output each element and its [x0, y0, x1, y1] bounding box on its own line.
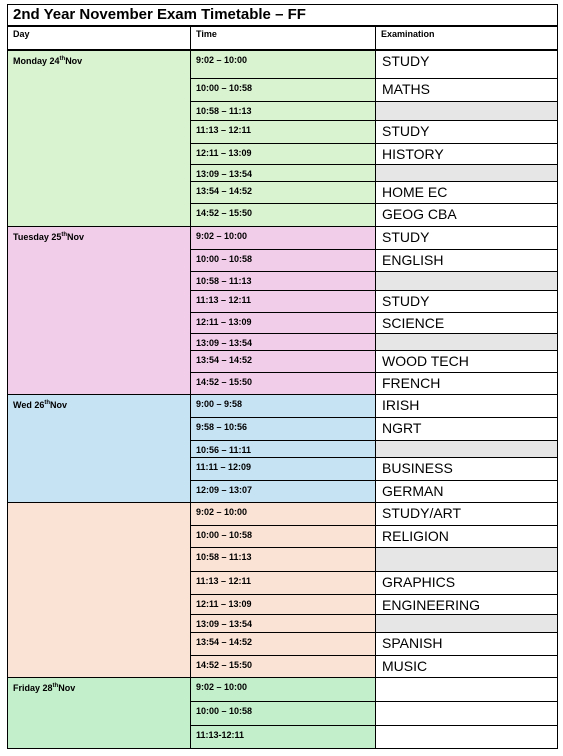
time-label: 10:56 – 11:11 — [196, 445, 252, 455]
day-suffix: th — [61, 232, 68, 238]
exam-cell — [375, 457, 558, 481]
time-cell — [190, 312, 376, 334]
time-cell — [190, 394, 376, 418]
header-time: Time — [190, 26, 376, 50]
exam-label: STUDY/ART — [382, 505, 462, 521]
time-cell — [190, 226, 376, 250]
time-label: 9:00 – 9:58 — [196, 399, 243, 409]
exam-label: STUDY — [382, 229, 430, 245]
exam-label: GERMAN — [382, 483, 444, 499]
exam-label: WOOD TECH — [382, 353, 469, 369]
exam-cell — [375, 50, 558, 79]
time-cell — [190, 614, 376, 633]
day-month: Nov — [58, 683, 76, 693]
exam-cell — [375, 525, 558, 548]
time-cell — [190, 725, 376, 749]
time-label: 14:52 – 15:50 — [196, 377, 253, 387]
day-suffix: th — [44, 400, 51, 406]
time-cell — [190, 677, 376, 702]
time-cell — [190, 594, 376, 615]
exam-cell — [375, 203, 558, 227]
exam-label: GRAPHICS — [382, 574, 456, 590]
day-name: Friday 28 — [13, 683, 53, 693]
time-cell — [190, 271, 376, 291]
exam-label: RELIGION — [382, 528, 449, 544]
exam-label: SPANISH — [382, 635, 443, 651]
exam-cell — [375, 440, 558, 458]
exam-label: HISTORY — [382, 146, 444, 162]
time-label: 10:00 – 10:58 — [196, 530, 253, 540]
exam-cell — [375, 571, 558, 595]
time-cell — [190, 502, 376, 526]
day-suffix: th — [59, 56, 66, 62]
exam-cell — [375, 614, 558, 633]
time-cell — [190, 417, 376, 441]
exam-cell — [375, 249, 558, 272]
time-cell — [190, 457, 376, 481]
header-day: Day — [7, 26, 191, 50]
exam-label: HOME EC — [382, 184, 448, 200]
day-suffix: th — [52, 683, 59, 689]
time-cell — [190, 181, 376, 204]
time-label: 14:52 – 15:50 — [196, 660, 253, 670]
time-label: 11:13 – 12:11 — [196, 576, 252, 586]
time-cell — [190, 249, 376, 272]
exam-cell — [375, 632, 558, 656]
exam-cell — [375, 312, 558, 334]
time-label: 11:11 – 12:09 — [196, 462, 252, 472]
exam-label: NGRT — [382, 420, 422, 436]
timetable-title: 2nd Year November Exam Timetable – FF — [7, 4, 558, 26]
time-label: 9:02 – 10:00 — [196, 231, 248, 241]
exam-cell — [375, 271, 558, 291]
exam-cell — [375, 101, 558, 121]
exam-cell — [375, 701, 558, 726]
exam-label: SCIENCE — [382, 315, 445, 331]
time-cell — [190, 78, 376, 102]
time-cell — [190, 525, 376, 548]
time-cell — [190, 547, 376, 572]
time-cell — [190, 143, 376, 165]
exam-label: MATHS — [382, 81, 430, 97]
exam-cell — [375, 372, 558, 395]
time-cell — [190, 480, 376, 503]
time-label: 10:00 – 10:58 — [196, 706, 253, 716]
exam-cell — [375, 226, 558, 250]
exam-label: STUDY — [382, 293, 430, 309]
exam-cell — [375, 480, 558, 503]
time-cell — [190, 655, 376, 678]
exam-label: STUDY — [382, 123, 430, 139]
time-label: 12:11 – 13:09 — [196, 599, 252, 609]
day-name: Wed 26 — [13, 400, 45, 410]
time-cell — [190, 101, 376, 121]
exam-label: MUSIC — [382, 658, 428, 674]
exam-cell — [375, 394, 558, 418]
exam-cell — [375, 725, 558, 749]
time-cell — [190, 350, 376, 373]
time-label: 13:09 – 13:54 — [196, 338, 253, 348]
time-label: 14:52 – 15:50 — [196, 208, 253, 218]
exam-label: ENGLISH — [382, 252, 444, 268]
time-cell — [190, 164, 376, 182]
time-label: 13:09 – 13:54 — [196, 169, 253, 179]
time-label: 13:54 – 14:52 — [196, 355, 253, 365]
exam-label: BUSINESS — [382, 460, 453, 476]
exam-cell — [375, 290, 558, 313]
exam-label: ENGINEERING — [382, 597, 481, 613]
day-cell — [7, 677, 191, 749]
time-label: 13:09 – 13:54 — [196, 619, 253, 629]
day-month: Nov — [50, 400, 68, 410]
exam-cell — [375, 677, 558, 702]
exam-label: GEOG CBA — [382, 206, 457, 222]
exam-cell — [375, 164, 558, 182]
exam-cell — [375, 143, 558, 165]
time-label: 11:13 – 12:11 — [196, 125, 252, 135]
time-label: 10:00 – 10:58 — [196, 83, 253, 93]
time-cell — [190, 203, 376, 227]
time-cell — [190, 50, 376, 79]
day-month: Nov — [65, 56, 83, 66]
time-label: 9:02 – 10:00 — [196, 507, 248, 517]
time-label: 11:13 – 12:11 — [196, 295, 252, 305]
exam-cell — [375, 333, 558, 351]
time-label: 10:58 – 11:13 — [196, 106, 252, 116]
time-label: 10:58 – 11:13 — [196, 276, 252, 286]
time-label: 13:54 – 14:52 — [196, 637, 253, 647]
exam-cell — [375, 350, 558, 373]
time-label: 9:58 – 10:56 — [196, 422, 248, 432]
time-cell — [190, 290, 376, 313]
time-cell — [190, 440, 376, 458]
time-label: 12:11 – 13:09 — [196, 148, 252, 158]
exam-cell — [375, 547, 558, 572]
time-cell — [190, 120, 376, 144]
time-label: 11:13-12:11 — [196, 730, 245, 740]
time-label: 10:58 – 11:13 — [196, 552, 252, 562]
exam-cell — [375, 78, 558, 102]
header-examination: Examination — [375, 26, 558, 50]
day-month: Nov — [67, 232, 85, 242]
time-cell — [190, 333, 376, 351]
exam-label: FRENCH — [382, 375, 441, 391]
day-cell — [7, 394, 191, 503]
exam-cell — [375, 655, 558, 678]
time-label: 12:11 – 13:09 — [196, 317, 252, 327]
exam-cell — [375, 120, 558, 144]
exam-cell — [375, 417, 558, 441]
time-label: 10:00 – 10:58 — [196, 254, 253, 264]
exam-cell — [375, 502, 558, 526]
time-label: 9:02 – 10:00 — [196, 682, 248, 692]
exam-cell — [375, 594, 558, 615]
day-name: Tuesday 25 — [13, 232, 62, 242]
day-name: Monday 24 — [13, 56, 60, 66]
time-label: 9:02 – 10:00 — [196, 55, 248, 65]
exam-label: STUDY — [382, 53, 430, 69]
time-label: 13:54 – 14:52 — [196, 186, 253, 196]
time-cell — [190, 372, 376, 395]
day-cell — [7, 226, 191, 395]
exam-label: IRISH — [382, 397, 420, 413]
exam-cell — [375, 181, 558, 204]
day-cell — [7, 502, 191, 678]
time-cell — [190, 571, 376, 595]
time-cell — [190, 701, 376, 726]
day-cell — [7, 50, 191, 227]
time-label: 12:09 – 13:07 — [196, 485, 253, 495]
time-cell — [190, 632, 376, 656]
